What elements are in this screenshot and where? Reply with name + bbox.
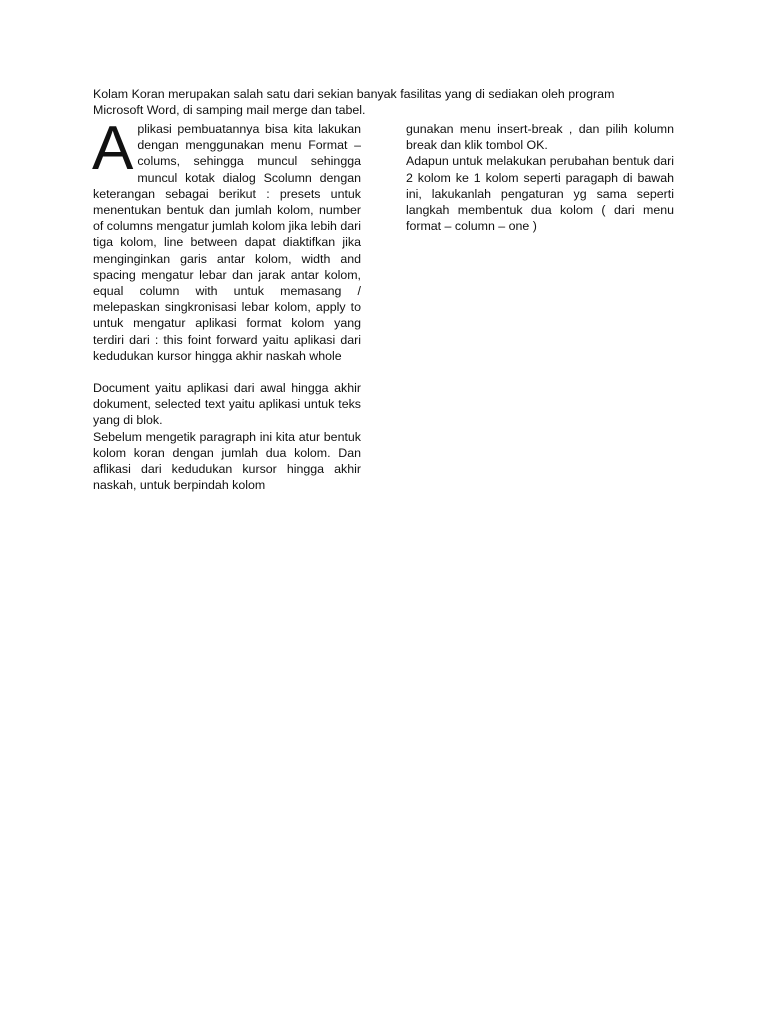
paragraph-gap	[93, 364, 361, 380]
left-paragraph-2: Document yaitu aplikasi dari awal hingga akhir dokument, selected text yaitu aplikasi untuk teks yang di blok.	[93, 381, 361, 428]
left-column	[92, 114, 361, 493]
right-column	[406, 121, 674, 234]
left-paragraph-1: plikasi pembuatannya bisa kita lakukan dengan menggunakan menu Format – colums, sehingga muncul sehingga muncul kotak dialog Scolumn dengan keterangan sebagai berikut : presets untuk menentukan bentuk dan jumlah kolom, number of columns mengatur jumlah kolom jika lebih dari tiga kolom, line between dapat diaktifkan jika menginginkan garis antar kolom, width and spacing mengatur lebar dan jarak antar kolom, equal column with untuk memasang / melepaskan singkronisasi lebar kolom, apply to untuk mengatur aplikasi format kolom yang terdiri dari : this foint forward yaitu aplikasi dari kedudukan kursor hingga akhir naskah whole	[93, 122, 361, 363]
right-paragraph-1: gunakan menu insert-break , dan pilih kolumn break dan klik tombol OK.	[406, 122, 674, 153]
right-paragraph-2: Adapun untuk melakukan perubahan bentuk dari 2 kolom ke 1 kolom seperti paragaph di bawah ini, lakukanlah pengaturan yg sama seperti langkah membentuk dua kolom ( dari menu format – column – one )	[406, 154, 674, 234]
intro-paragraph: Kolam Koran merupakan salah satu dari sekian banyak fasilitas yang di sediakan oleh program Microsoft Word, di samping mail merge dan tabel.	[93, 87, 615, 117]
left-paragraph-3: Sebelum mengetik paragraph ini kita atur bentuk kolom koran dengan jumlah dua kolom. Dan aflikasi dari kedudukan kursor hingga akhir naskah, untuk berpindah kolom	[93, 429, 361, 493]
drop-cap-letter: A	[92, 114, 134, 183]
